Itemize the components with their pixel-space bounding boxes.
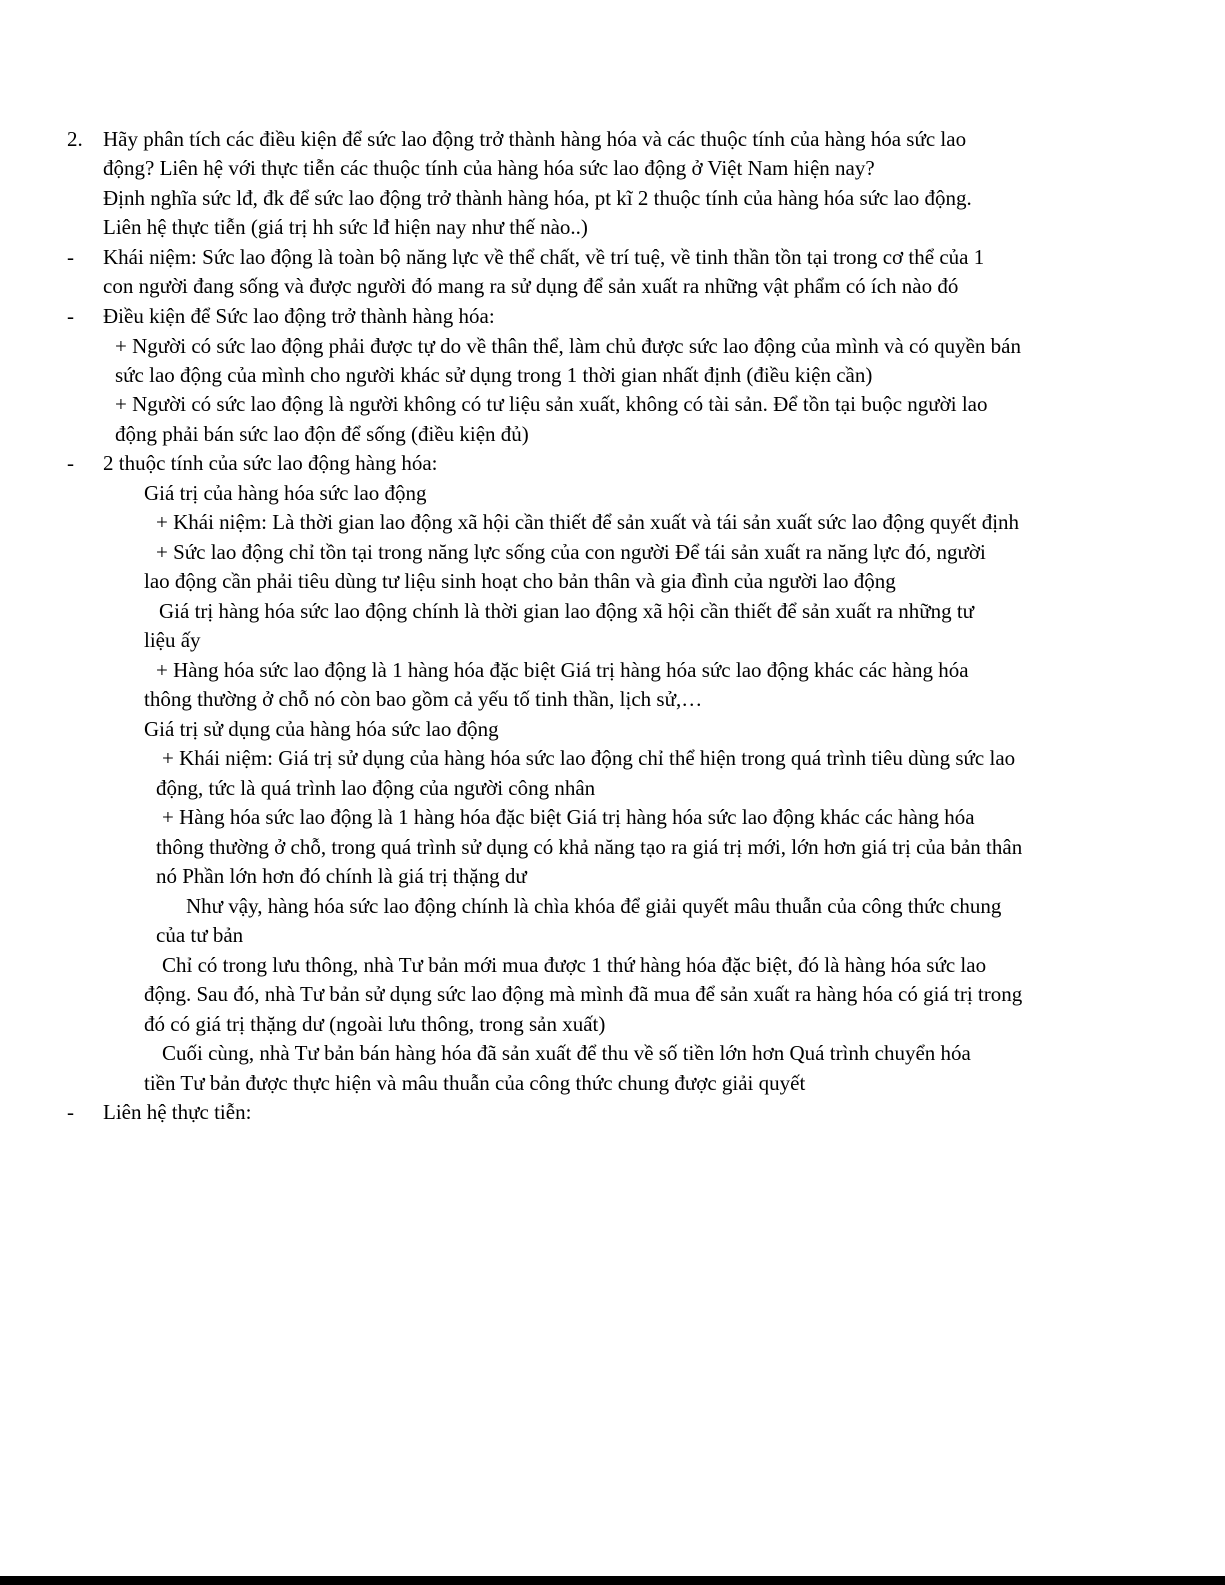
attributes-line: thông thường ở chỗ nó còn bao gồm cả yếu tố tinh thần, lịch sử,… [144, 687, 703, 711]
conditions-heading: Điều kiện để Sức lao động trở thành hàng hóa: [103, 304, 495, 328]
attributes-heading: 2 thuộc tính của sức lao động hàng hóa: [103, 451, 438, 475]
attributes-line: Giá trị hàng hóa sức lao động chính là thời gian lao động xã hội cần thiết để sản xuất ra những tư [159, 599, 975, 623]
question-line: Hãy phân tích các điều kiện để sức lao động trở thành hàng hóa và các thuộc tính của hàng hóa sức lao [103, 127, 967, 151]
attributes-line: tiền Tư bản được thực hiện và mâu thuẫn của công thức chung được giải quyết [144, 1071, 806, 1095]
bullet-dash: - [67, 1100, 74, 1124]
bottom-border [0, 1576, 1225, 1585]
conditions-line: sức lao động của mình cho người khác sử dụng trong 1 thời gian nhất định (điều kiện cần) [115, 363, 873, 387]
attributes-line: liệu ấy [144, 628, 201, 652]
question-line: động? Liên hệ với thực tiễn các thuộc tính của hàng hóa sức lao động ở Việt Nam hiện nay? [103, 156, 875, 180]
attributes-line: của tư bản [156, 923, 244, 947]
attributes-line: đó có giá trị thặng dư (ngoài lưu thông, trong sản xuất) [144, 1012, 606, 1036]
bullet-dash: - [67, 245, 74, 269]
attributes-line: thông thường ở chỗ, trong quá trình sử dụng có khả năng tạo ra giá trị mới, lớn hơn giá trị của bản thân [156, 835, 1023, 859]
attributes-line: + Hàng hóa sức lao động là 1 hàng hóa đặc biệt Giá trị hàng hóa sức lao động khác các hàng hóa [156, 658, 969, 682]
attributes-line: + Hàng hóa sức lao động là 1 hàng hóa đặc biệt Giá trị hàng hóa sức lao động khác các hàng hóa [162, 805, 975, 829]
bullet-dash: - [67, 304, 74, 328]
attributes-line: Như vậy, hàng hóa sức lao động chính là chìa khóa để giải quyết mâu thuẫn của công thức chung [186, 894, 1002, 918]
attributes-subheading: Giá trị của hàng hóa sức lao động [144, 481, 427, 505]
attributes-line: động, tức là quá trình lao động của người công nhân [156, 776, 596, 800]
attributes-line: lao động cần phải tiêu dùng tư liệu sinh hoạt cho bản thân và gia đình của người lao động [144, 569, 896, 593]
attributes-line: Chỉ có trong lưu thông, nhà Tư bản mới mua được 1 thứ hàng hóa đặc biệt, đó là hàng hóa sức lao [162, 953, 987, 977]
question-line: Liên hệ thực tiễn (giá trị hh sức lđ hiện nay như thế nào..) [103, 215, 588, 239]
attributes-line: Cuối cùng, nhà Tư bản bán hàng hóa đã sản xuất để thu về số tiền lớn hơn Quá trình chuyển hóa [162, 1041, 971, 1065]
attributes-line: động. Sau đó, nhà Tư bản sử dụng sức lao động mà mình đã mua để sản xuất ra hàng hóa có giá trị trong [144, 982, 1023, 1006]
attributes-line: + Sức lao động chỉ tồn tại trong năng lực sống của con người Để tái sản xuất ra năng lực đó, người [156, 540, 986, 564]
attributes-line: + Khái niệm: Là thời gian lao động xã hội cần thiết để sản xuất và tái sản xuất sức lao động quyết định [156, 510, 1020, 534]
attributes-subheading: Giá trị sử dụng của hàng hóa sức lao động [144, 717, 499, 741]
bullet-dash: - [67, 451, 74, 475]
concept-line: con người đang sống và được người đó mang ra sử dụng để sản xuất ra những vật phẩm có ích nào đó [103, 274, 959, 298]
conditions-line: động phải bán sức lao độn để sống (điều kiện đủ) [115, 422, 529, 446]
attributes-line: + Khái niệm: Giá trị sử dụng của hàng hóa sức lao động chỉ thể hiện trong quá trình tiêu dùng sức lao [162, 746, 1016, 770]
conditions-line: + Người có sức lao động phải được tự do về thân thể, làm chủ được sức lao động của mình và có quyền bán [115, 334, 1021, 358]
attributes-line: nó Phần lớn hơn đó chính là giá trị thặng dư [156, 864, 527, 888]
concept-line: Khái niệm: Sức lao động là toàn bộ năng lực về thể chất, về trí tuệ, về tinh thần tồn tại trong cơ thể của 1 [103, 245, 985, 269]
practice-heading: Liên hệ thực tiễn: [103, 1100, 252, 1124]
question-line: Định nghĩa sức lđ, đk để sức lao động trở thành hàng hóa, pt kĩ 2 thuộc tính của hàng hóa sức lao động. [103, 186, 972, 210]
conditions-line: + Người có sức lao động là người không có tư liệu sản xuất, không có tài sản. Để tồn tại buộc người lao [115, 392, 988, 416]
question-number: 2. [67, 127, 83, 151]
